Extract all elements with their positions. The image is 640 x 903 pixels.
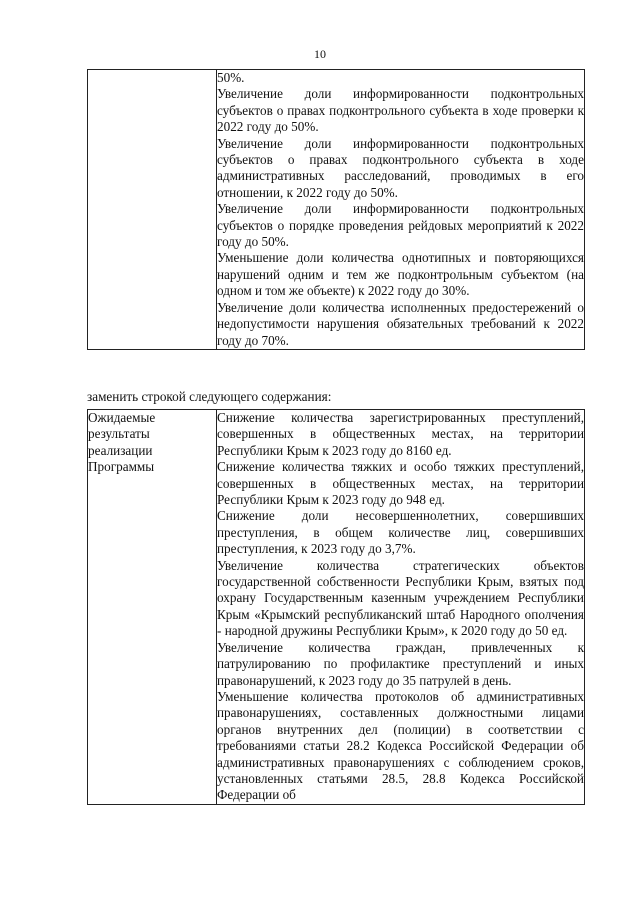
table-paragraph: Увеличение количества стратегических объектов государственной собственности Республики Крым, взятых под охрану Государственным казенным учреждением Республики Крым «Крымский республиканский штаб Народного ополчения - народной дружины Республики Крым», к 2020 году до 50 ед. bbox=[217, 557, 584, 639]
row-label-line: результаты bbox=[88, 426, 150, 442]
previous-results-table bbox=[87, 69, 585, 350]
table-paragraph: Увеличение количества граждан, привлеченных к патрулированию по профилактике преступлений и иных правонарушений, к 2023 году до 35 патрулей в день. bbox=[217, 639, 584, 688]
empty-label-cell bbox=[88, 70, 217, 350]
expected-results-cell bbox=[217, 410, 585, 805]
table-paragraph: Увеличение доли информированности подконтрольных субъектов о порядке проведения рейдовых мероприятий к 2022 году до 50%. bbox=[217, 201, 584, 250]
table-paragraph: Снижение количества зарегистрированных преступлений, совершенных в общественных местах, на территории Республики Крым к 2023 году до 8160 ед. bbox=[217, 410, 584, 458]
row-label-cell bbox=[88, 410, 217, 805]
table-row bbox=[88, 70, 585, 350]
table-paragraph: Уменьшение доли количества однотипных и повторяющихся нарушений одним и тем же подконтрольным субъектом (на одном и том же объекте) к 2022 году до 30%. bbox=[217, 250, 584, 299]
page-number: 10 bbox=[314, 47, 326, 61]
table-paragraph: Снижение количества тяжких и особо тяжких преступлений, совершенных в общественных местах, на территории Республики Крым к 2023 году до 948 ед. bbox=[217, 459, 584, 508]
table-paragraph: Увеличение доли количества исполненных предостережений о недопустимости нарушения обязательных требований к 2022 году до 70%. bbox=[217, 299, 584, 348]
table-paragraph: 50%. bbox=[217, 70, 245, 85]
expected-results-table bbox=[87, 409, 585, 805]
table-paragraph: Увеличение доли информированности подконтрольных субъектов о правах подконтрольного субъекта в ходе административных расследований, проводимых в его отношении, к 2022 году до 50%. bbox=[217, 135, 584, 200]
table-paragraph: Увеличение доли информированности подконтрольных субъектов о правах подконтрольного субъекта в ходе проверки к 2022 году до 50%. bbox=[217, 86, 584, 135]
row-label-line: Программы bbox=[88, 459, 155, 475]
row-label-line: реализации bbox=[88, 442, 153, 458]
table-paragraph: Снижение доли несовершеннолетних, совершивших преступления, в общем количестве лиц, совершивших преступления, к 2023 году до 3,7%. bbox=[217, 508, 584, 557]
replacement-instruction: заменить строкой следующего содержания: bbox=[87, 389, 332, 404]
row-label-line: Ожидаемые bbox=[88, 410, 156, 425]
table-row bbox=[88, 410, 585, 805]
table-paragraph: Уменьшение количества протоколов об административных правонарушениях, составленных должностными лицами органов внутренних дел (полиции) в соответствии с требованиями статьи 28.2 Кодекса Российской Федерации об административных правонарушениях с соблюдением сроков, установленных статьями 28.5, 28.8 Кодекса Российской Федерации об bbox=[217, 688, 584, 803]
previous-results-cell bbox=[217, 70, 585, 350]
